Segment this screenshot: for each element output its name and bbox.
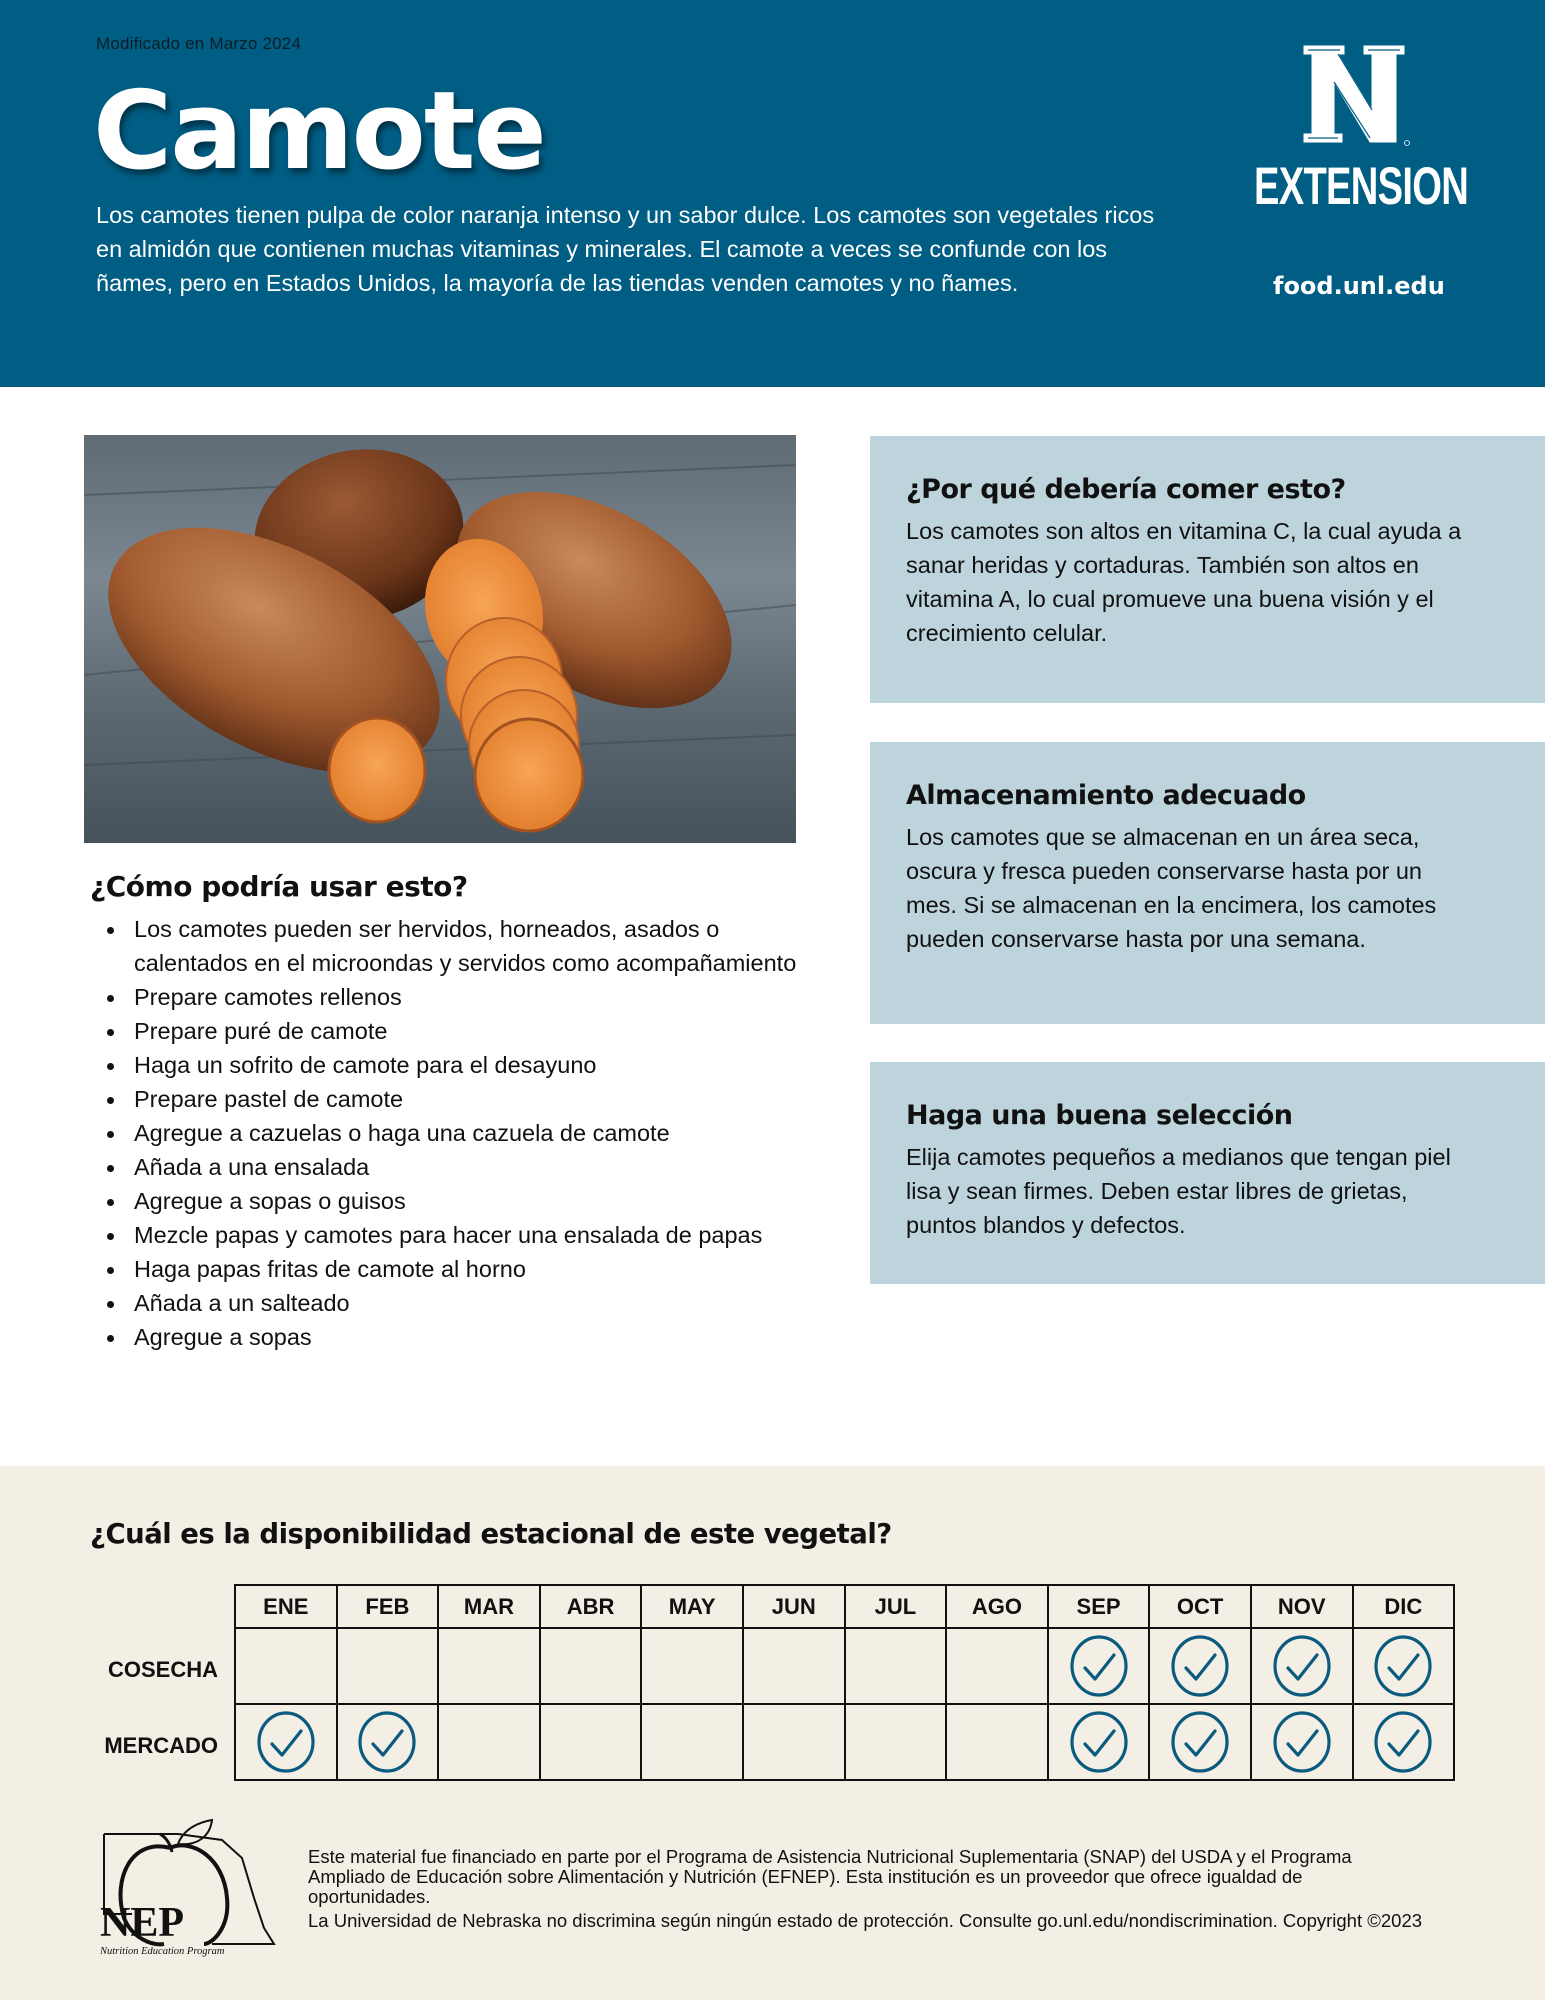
- storage-box: [870, 742, 1545, 1024]
- check-circle-icon: [1169, 1711, 1231, 1773]
- season-cell: [1353, 1628, 1455, 1704]
- modified-date: Modificado en Marzo 2024: [96, 34, 302, 53]
- month-header-row: [235, 1585, 1454, 1628]
- season-cell: [337, 1704, 439, 1780]
- month-header-feb: FEB: [337, 1585, 439, 1628]
- month-header-dic: DIC: [1353, 1585, 1455, 1628]
- why-eat-box: [870, 436, 1545, 703]
- check-circle-icon: [1372, 1711, 1434, 1773]
- month-header-oct: OCT: [1149, 1585, 1251, 1628]
- uses-list: [96, 912, 806, 1354]
- season-cell: [1251, 1704, 1353, 1780]
- season-cell: [1149, 1704, 1251, 1780]
- nep-logo-text: NEP: [100, 1900, 184, 1946]
- list-item: Haga papas fritas de camote al horno: [96, 1252, 806, 1286]
- list-item: Prepare camotes rellenos: [96, 980, 806, 1014]
- month-header-mar: MAR: [438, 1585, 540, 1628]
- month-header-jul: JUL: [845, 1585, 947, 1628]
- list-item: Prepare pastel de camote: [96, 1082, 806, 1116]
- month-header-ene: ENE: [235, 1585, 337, 1628]
- season-cell: [845, 1704, 947, 1780]
- bullet-icon: [107, 1233, 114, 1240]
- season-cell: [743, 1704, 845, 1780]
- season-cell: [946, 1628, 1048, 1704]
- season-cell: [641, 1704, 743, 1780]
- storage-text: Los camotes que se almacenan en un área seca, oscura y fresca pueden conservarse hasta por un mes. Si se almacenan en la encimera, los camotes pueden conservarse hasta por una semana.: [906, 824, 1437, 953]
- footer-text: [308, 1847, 1428, 1931]
- month-header-jun: JUN: [743, 1585, 845, 1628]
- photo-illustration: [84, 435, 796, 843]
- uses-heading: ¿Cómo podría usar esto?: [90, 870, 468, 903]
- list-item: Añada a una ensalada: [96, 1150, 806, 1184]
- intro-text: Los camotes tienen pulpa de color naranja intenso y un sabor dulce. Los camotes son vegetales ricos en almidón que contienen muchas vitaminas y minerales. El camote a veces se confunde con los ñames, pero en Estados Unidos, la mayoría de las tiendas venden camotes y no ñames.: [96, 202, 1155, 296]
- season-cell: [1353, 1704, 1455, 1780]
- bullet-icon: [107, 1301, 114, 1308]
- list-item: Los camotes pueden ser hervidos, horneados, asados o calentados en el microondas y servidos como acompañamiento: [96, 912, 806, 980]
- nep-logo-icon: [92, 1818, 282, 1958]
- bullet-icon: [107, 1131, 114, 1138]
- why-eat-heading: ¿Por qué debería comer esto?: [906, 474, 1346, 505]
- check-circle-icon: [1169, 1635, 1231, 1697]
- season-cell: [1048, 1704, 1150, 1780]
- check-circle-icon: [1068, 1635, 1130, 1697]
- season-cell: [337, 1628, 439, 1704]
- season-cell: [235, 1628, 337, 1704]
- bullet-icon: [107, 995, 114, 1002]
- list-item: Agregue a sopas o guisos: [96, 1184, 806, 1218]
- season-row-mercado: [235, 1704, 1454, 1780]
- check-circle-icon: [1271, 1635, 1333, 1697]
- extension-wordmark: EXTENSION: [1254, 157, 1469, 216]
- check-circle-icon: [1068, 1711, 1130, 1773]
- season-cell: [540, 1704, 642, 1780]
- season-cell: [946, 1704, 1048, 1780]
- check-circle-icon: [1372, 1635, 1434, 1697]
- check-circle-icon: [255, 1711, 317, 1773]
- bullet-icon: [107, 1267, 114, 1274]
- list-item: Añada a un salteado: [96, 1286, 806, 1320]
- bullet-icon: [107, 1165, 114, 1172]
- bullet-icon: [107, 1063, 114, 1070]
- season-cell: [743, 1628, 845, 1704]
- website-link[interactable]: food.unl.edu: [1273, 272, 1445, 300]
- list-item: Prepare puré de camote: [96, 1014, 806, 1048]
- month-header-ago: AGO: [946, 1585, 1048, 1628]
- selection-text: Elija camotes pequeños a medianos que tengan piel lisa y sean firmes. Deben estar libres de grietas, puntos blandos y defectos.: [906, 1144, 1451, 1239]
- season-cell: [438, 1628, 540, 1704]
- bullet-icon: [107, 1199, 114, 1206]
- check-circle-icon: [356, 1711, 418, 1773]
- bullet-icon: [107, 1029, 114, 1036]
- storage-heading: Almacenamiento adecuado: [906, 780, 1306, 811]
- row-label-mercado: MERCADO: [104, 1733, 218, 1758]
- sweet-potatoes-photo: [84, 435, 796, 843]
- month-header-sep: SEP: [1048, 1585, 1150, 1628]
- season-cell: [845, 1628, 947, 1704]
- page-title: Camote: [93, 69, 545, 194]
- season-cell: [641, 1628, 743, 1704]
- season-cell: [1251, 1628, 1353, 1704]
- row-label-cosecha: COSECHA: [107, 1657, 218, 1682]
- nep-logo-subtext: Nutrition Education Program: [100, 1946, 225, 1957]
- list-item: Mezcle papas y camotes para hacer una ensalada de papas: [96, 1218, 806, 1252]
- season-cell: [438, 1704, 540, 1780]
- header-banner: [0, 0, 1545, 387]
- bullet-icon: [107, 1097, 114, 1104]
- seasonal-table: [234, 1584, 1455, 1781]
- bullet-icon: [107, 1335, 114, 1342]
- selection-heading: Haga una buena selección: [906, 1100, 1293, 1131]
- selection-box: [870, 1062, 1545, 1284]
- nebraska-n-logo-icon: [1300, 42, 1412, 150]
- month-header-may: MAY: [641, 1585, 743, 1628]
- month-header-nov: NOV: [1251, 1585, 1353, 1628]
- list-item: Agregue a sopas: [96, 1320, 806, 1354]
- season-cell: [235, 1704, 337, 1780]
- nondiscrimination-statement: La Universidad de Nebraska no discrimina según ningún estado de protección. Consulte go.unl.edu/nondiscrimination. Copyright ©2023: [308, 1910, 1423, 1931]
- why-eat-text: Los camotes son altos en vitamina C, la cual ayuda a sanar heridas y cortaduras. También son altos en vitamina A, lo cual promueve una buena visión y el crecimiento celular.: [906, 518, 1462, 647]
- season-cell: [540, 1628, 642, 1704]
- season-row-cosecha: [235, 1628, 1454, 1704]
- month-header-abr: ABR: [540, 1585, 642, 1628]
- list-item: Agregue a cazuelas o haga una cazuela de camote: [96, 1116, 806, 1150]
- funding-statement: Este material fue financiado en parte por el Programa de Asistencia Nutricional Suplementaria (SNAP) del USDA y el Programa Ampliado de Educación sobre Alimentación y Nutrición (EFNEP). Esta institución es un proveedor que ofrece igualdad de oportunidades.: [308, 1846, 1352, 1907]
- season-cell: [1149, 1628, 1251, 1704]
- season-cell: [1048, 1628, 1150, 1704]
- check-circle-icon: [1271, 1711, 1333, 1773]
- bullet-icon: [107, 927, 114, 934]
- list-item: Haga un sofrito de camote para el desayuno: [96, 1048, 806, 1082]
- seasonal-heading: ¿Cuál es la disponibilidad estacional de este vegetal?: [90, 1518, 892, 1550]
